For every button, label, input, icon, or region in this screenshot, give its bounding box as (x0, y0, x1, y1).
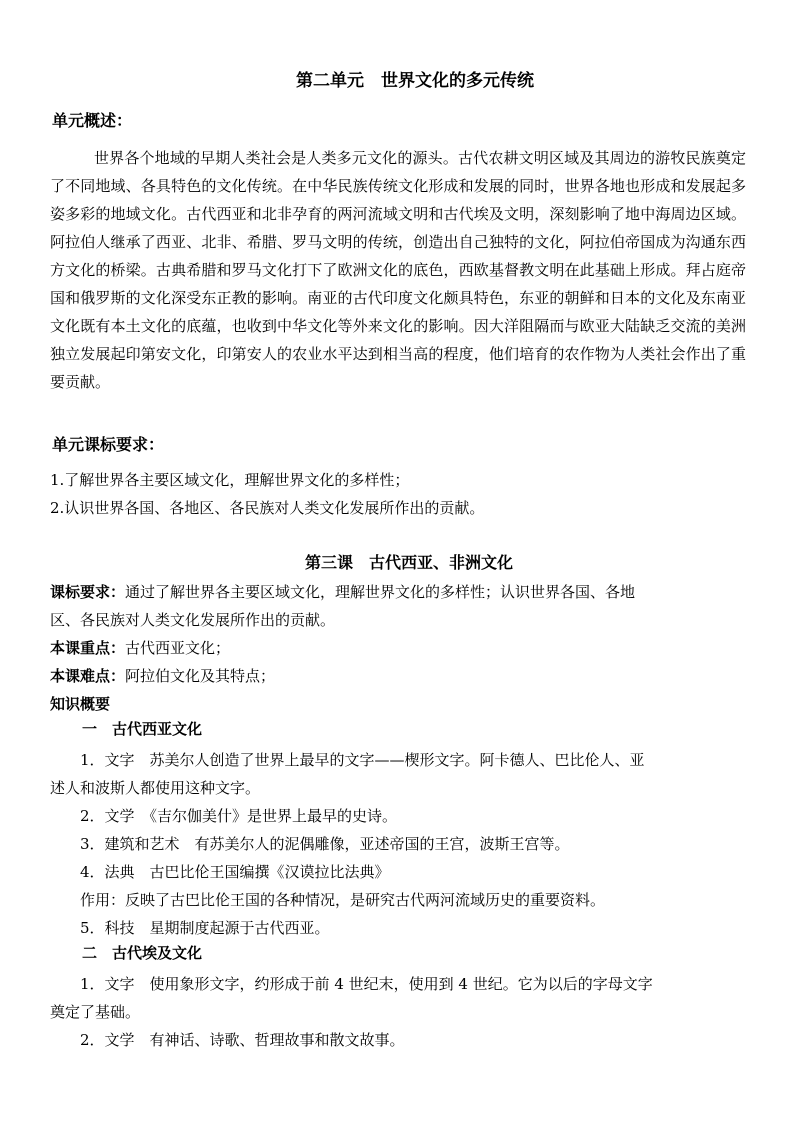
section-1-title: 一 古代西亚文化 (82, 720, 203, 738)
overview-paragraph: 世界各个地域的早期人类社会是人类多元文化的源头。古代农耕文明区域及其周边的游牧民族奠定了不同地域、各具特色的文化传统。在中华民族传统文化形成和发展的同时，世界各地也形成和发展起多姿多彩的地域文化。古代西亚和北非孕育的两河流域文明和古代埃及文明，深刻影响了地中海周边区域。阿拉伯人继承了西亚、北非、希腊、罗马文明的传统，创造出自己独特的文化，阿拉伯帝国成为沟通东西方文化的桥梁。古典希腊和罗马文化打下了欧洲文化的底色，西欧基督教文明在此基础上形成。拜占庭帝国和俄罗斯的文化深受东正教的影响。南亚的古代印度文化颇具特色，东亚的朝鲜和日本的文化及东南亚文化既有本土文化的底蕴，也收到中华文化等外来文化的影响。因大洋阻隔而与欧亚大陆缺乏交流的美洲独立发展起印第安文化，印第安人的农业水平达到相当高的程度，他们培育的农作物为人类社会作出了重要贡献。 (50, 149, 746, 391)
unit-title: 第二单元 世界文化的多元传统 (296, 71, 534, 91)
requirement-label: 课标要求： (50, 583, 126, 601)
s2-item-1-line-1: 1．文字 使用象形文字，约形成于前 4 世纪末，使用到 4 世纪。它为以后的字母文字 (80, 975, 653, 993)
s1-item-4-effect: 作用：反映了古巴比伦王国的各种情况，是研究古代两河流域历史的重要资料。 (80, 891, 606, 909)
standard-item-1: 1.了解世界各主要区域文化，理解世界文化的多样性； (50, 471, 410, 489)
s1-item-5: 5．科技 星期制度起源于古代西亚。 (80, 919, 330, 937)
standard-item-2: 2.认识世界各国、各地区、各民族对人类文化发展所作出的贡献。 (50, 499, 485, 517)
lesson-title: 第三课 古代西亚、非洲文化 (304, 553, 513, 572)
s1-item-1-line-2: 述人和波斯人都使用这种文字。 (50, 779, 261, 797)
s1-item-1-line-1: 1．文字 苏美尔人创造了世界上最早的文字——楔形文字。阿卡德人、巴比伦人、亚 (80, 751, 645, 769)
overview-heading: 单元概述： (52, 111, 133, 130)
requirement-text-1: 通过了解世界各主要区域文化，理解世界文化的多样性；认识世界各国、各地 (125, 583, 636, 601)
difficulty-text: 阿拉伯文化及其特点； (125, 667, 276, 685)
s1-item-4: 4．法典 古巴比伦王国编撰《汉谟拉比法典》 (80, 863, 390, 881)
focus-label: 本课重点： (50, 639, 126, 657)
s1-item-3: 3．建筑和艺术 有苏美尔人的泥偶雕像，亚述帝国的王宫，波斯王宫等。 (80, 835, 570, 853)
s2-item-1-line-2: 奠定了基础。 (50, 1003, 141, 1021)
standards-heading: 单元课标要求： (52, 435, 165, 454)
difficulty-label: 本课难点： (50, 667, 126, 685)
requirement-line-2: 区、各民族对人类文化发展所作出的贡献。 (50, 611, 336, 629)
difficulty-line (50, 662, 746, 690)
knowledge-heading: 知识概要 (50, 695, 111, 713)
requirement-line-1 (50, 578, 746, 606)
s2-item-2: 2．文学 有神话、诗歌、哲理故事和散文故事。 (80, 1031, 405, 1049)
focus-line (50, 634, 746, 662)
s1-item-2: 2．文学 《吉尔伽美什》是世界上最早的史诗。 (80, 807, 398, 825)
section-2-title: 二 古代埃及文化 (82, 944, 203, 962)
focus-text: 古代西亚文化； (125, 639, 231, 657)
